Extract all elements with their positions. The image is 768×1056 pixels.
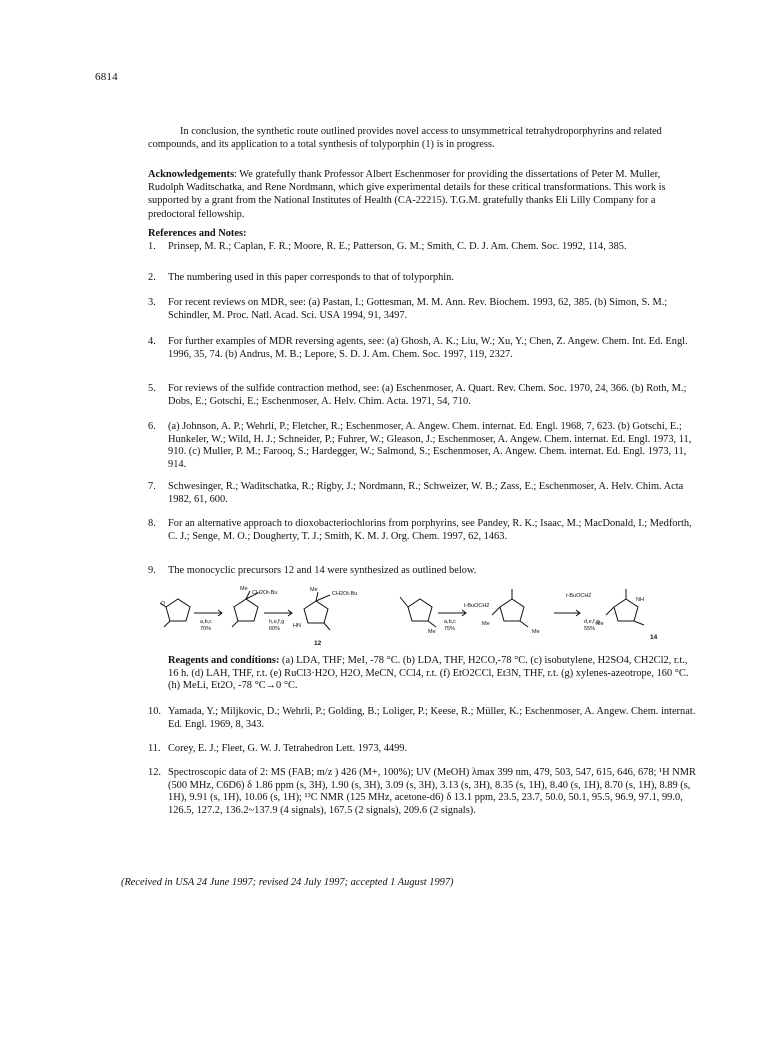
- scheme-label: 75%: [444, 626, 456, 632]
- reference-item: [148, 518, 700, 543]
- reference-number: 10.: [148, 706, 161, 717]
- reference-number: 12.: [148, 767, 161, 778]
- scheme-label: Me: [428, 629, 436, 635]
- reference-number: 7.: [148, 481, 156, 492]
- reference-number: 11.: [148, 743, 161, 754]
- reference-item: [148, 421, 700, 471]
- scheme-label: Me: [482, 621, 490, 627]
- scheme-label: t-BuOCH2: [464, 603, 490, 609]
- reference-text: For an alternative approach to dioxobacteriochlorins from porphyrins, see Pandey, R. K.; Isaac, M.; MacDonald, I.; Medforth, C. J.; Senge, M. O.; Dougherty, T. J.; Smith, K. M. J. Org. Chem. 1997, 62, 1463.: [168, 518, 692, 542]
- reference-number: 1.: [148, 241, 156, 252]
- synthesis-scheme: [160, 583, 700, 651]
- scheme-label: 70%: [200, 626, 212, 632]
- reference-text: Spectroscopic data of 2: MS (FAB; m/z ) 426 (M+, 100%); UV (MeOH) λmax 399 nm, 479, 503, 547, 615, 646, 678; ¹H NMR (500 MHz, C6D6) δ 1.86 ppm (s, 3H), 1.90 (s, 3H), 3.09 (s, 3H), 3.13 (s, 3H), 8.35 (s, 1H), 8.40 (s, 1H), 8.70 (s, 1H), 8.89 (s, 1H), 9.91 (s, 1H), 10.06 (s, 1H); ¹³C NMR (125 MHz, acetone-d6) δ 13.1 ppm, 23.5, 23.7, 50.0, 50.1, 95.5, 96.9, 97.1, 99.0, 126.5, 127.2, 136.2~137.9 (4 signals), 167.5 (2 signals), 209.6 (2 signals).: [168, 767, 696, 816]
- page-number: 6814: [95, 71, 118, 83]
- acknowledgements-paragraph: [148, 168, 696, 221]
- scheme-label: NH: [636, 597, 644, 603]
- scheme-label: 55%: [584, 626, 596, 632]
- scheme-label: Me: [532, 629, 540, 635]
- reference-item: [148, 767, 700, 817]
- reference-item: [148, 383, 700, 408]
- references-heading: References and Notes:: [148, 228, 247, 239]
- reference-item: [148, 481, 700, 506]
- reference-text: For reviews of the sulfide contraction method, see: (a) Eschenmoser, A. Quart. Rev. Chem. Soc. 1970, 24, 366. (b) Roth, M.; Dobs, E.; Gotschi, E.; Eschenmoser, A. Helv. Chim. Acta. 1971, 54, 710.: [168, 383, 687, 407]
- scheme-label: h,e,f,g: [269, 619, 285, 625]
- scheme-label: CH2Ot-Bu: [332, 591, 358, 597]
- reaction-conditions: [168, 655, 700, 693]
- synthesis-scheme-drawing: [160, 583, 700, 651]
- reference-text: Yamada, Y.; Miljkovic, D.; Wehrli, P.; Golding, B.; Loliger, P.; Keese, R.; Müller, K.; Eschenmoser, A. Angew. Chem. internat. Ed. Engl. 1969, 8, 343.: [168, 706, 696, 730]
- reference-text: The numbering used in this paper corresponds to that of tolyporphin.: [168, 272, 454, 283]
- conditions-text: (a) LDA, THF; MeI, -78 °C. (b) LDA, THF, H2CO,-78 °C. (c) isobutylene, H2SO4, CH2Cl2, r.t., 16 h. (d) LAH, THF, r.t. (e) RuCl3·H2O, H2O, MeCN, CCl4, r.t. (f) EtO2CCl, Et3N, THF, r.t. (g) xylenes-azeotrope, 160 °C. (h) MeLi, Et2O, -78 °C→0 °C.: [168, 655, 689, 692]
- received-dates: (Received in USA 24 June 1997; revised 24 July 1997; accepted 1 August 1997): [121, 877, 454, 888]
- reference-item: [148, 565, 700, 578]
- reference-item: [148, 336, 700, 361]
- reference-item: [148, 706, 700, 731]
- compound-12-label: 12: [314, 640, 322, 647]
- scheme-label: a,b,c: [444, 619, 456, 625]
- acknowledgements-heading: Acknowledgements: [148, 169, 235, 180]
- reference-text: Corey, E. J.; Fleet, G. W. J. Tetrahedron Lett. 1973, 4499.: [168, 743, 408, 754]
- compound-14-label: 14: [650, 634, 658, 641]
- scheme-label: a,b,c: [200, 619, 212, 625]
- conditions-heading: Reagents and conditions:: [168, 655, 280, 666]
- reference-text: For recent reviews on MDR, see: (a) Pastan, I.; Gottesman, M. M. Ann. Rev. Biochem. 1993, 62, 385. (b) Simon, S. M.; Schindler, M. Proc. Natl. Acad. Sci. USA 1994, 91, 3497.: [168, 297, 668, 321]
- reference-text: For further examples of MDR reversing agents, see: (a) Ghosh, A. K.; Liu, W.; Xu, Y.; Chen, Z. Angew. Chem. Int. Ed. Engl. 1996, 35, 74. (b) Andrus, M. B.; Lepore, S. D. J. Am. Chem. Soc. 1997, 119, 2327.: [168, 336, 688, 360]
- scheme-label: d,e,f,g: [584, 619, 600, 625]
- scheme-label: t-BuOCH2: [566, 593, 592, 599]
- scheme-label: O: [161, 601, 166, 607]
- scheme-label: Me: [310, 587, 318, 593]
- reference-number: 3.: [148, 297, 156, 308]
- reference-item: [148, 272, 700, 285]
- scheme-label: Me: [596, 621, 604, 627]
- acknowledgements-text: : We gratefully thank Professor Albert Eschenmoser for providing the dissertations of Peter M. Muller, Rudolph Waditschatka, and Rene Nordmann, which give experimental details for these critical transformations. This work is supported by a grant from the National Institutes of Health (CA-22215). T.G.M. gratefully thanks Eli Lilly Company for a predoctoral fellowship.: [148, 169, 666, 220]
- reference-number: 9.: [148, 565, 156, 576]
- reference-item: [148, 241, 700, 254]
- reference-number: 8.: [148, 518, 156, 529]
- reference-text: Schwesinger, R.; Waditschatka, R.; Rigby, J.; Nordmann, R.; Schweizer, W. B.; Zass, E.; Eschenmoser, A. Helv. Chim. Acta 1982, 61, 600.: [168, 481, 684, 505]
- reference-text: (a) Johnson, A. P.; Wehrli, P.; Fletcher, R.; Eschenmoser, A. Angew. Chem. internat. Ed. Engl. 1968, 7, 623. (b) Gotschi, E.; Hunkeler, W.; Wild, H. J.; Schneider, P.; Fuhrer, W.; Gleason, J.; Eschenmoser, A. Angew. Chem. internat. Ed. Engl. 1973, 11, 910. (c) Muller, P. M.; Farooq, S.; Hardegger, W.; Salmond, S.; Eschenmoser, A. Angew. Chem. internat. Ed. Engl. 1973, 11, 914.: [168, 421, 692, 470]
- reference-item: [148, 297, 700, 322]
- reference-text: The monocyclic precursors 12 and 14 were synthesized as outlined below.: [168, 565, 477, 576]
- reference-text: Prinsep, M. R.; Caplan, F. R.; Moore, R. E.; Patterson, G. M.; Smith, C. D. J. Am. Chem. Soc. 1992, 114, 385.: [168, 241, 627, 252]
- conclusion-paragraph: In conclusion, the synthetic route outlined provides novel access to unsymmetrical tetrahydroporphyrins and related compounds, and its application to a total synthesis of tolyporphin (1) is in progress.: [148, 126, 662, 151]
- scheme-label: Me: [240, 586, 248, 592]
- reference-number: 6.: [148, 421, 156, 432]
- reference-number: 2.: [148, 272, 156, 283]
- scheme-label: HN: [293, 623, 301, 629]
- reference-number: 5.: [148, 383, 156, 394]
- reference-item: [148, 743, 700, 756]
- scheme-label: 60%: [269, 626, 281, 632]
- scheme-label: CH2Ot-Bu: [252, 590, 278, 596]
- reference-number: 4.: [148, 336, 156, 347]
